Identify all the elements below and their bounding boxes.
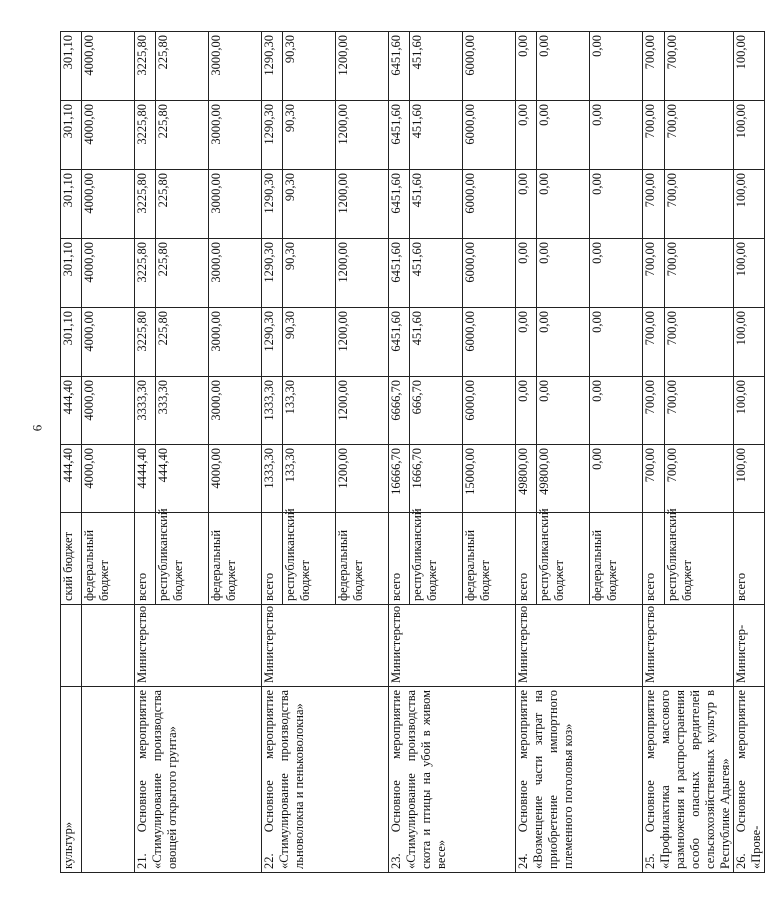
source-cell: федеральный бюджет [590,513,643,605]
value-cell: 451,60 [410,101,463,170]
value-cell: 6000,00 [463,239,516,308]
value-cell: 6451,60 [389,32,410,101]
source-cell: ский бюджет [61,513,82,605]
value-cell: 90,30 [283,101,336,170]
value-cell: 3225,80 [135,308,156,377]
program-cell: 25. Основное мероприятие «Профилактика массового размножения и распространения особо опасных вредителей сельскохозяйственных культур в Республике Адыгея» [643,687,734,873]
value-cell: 3000,00 [209,308,262,377]
value-cell: 700,00 [643,239,665,308]
value-cell: 0,00 [516,239,537,308]
source-cell: федеральный бюджет [463,513,516,605]
source-cell: федеральный бюджет [82,513,135,605]
value-cell: 666,70 [410,377,463,445]
value-cell: 4000,00 [82,32,135,101]
value-cell: 700,00 [643,445,665,513]
value-cell: 6666,70 [389,377,410,445]
value-cell: 6000,00 [463,32,516,101]
source-cell: республиканский бюджет [283,513,336,605]
value-cell: 1200,00 [336,101,389,170]
table-row [643,32,665,873]
value-cell: 700,00 [643,101,665,170]
table-row [734,32,765,873]
value-cell: 3225,80 [135,170,156,239]
source-cell: федеральный бюджет [209,513,262,605]
value-cell: 1333,30 [262,377,283,445]
source-cell: республиканский бюджет [156,513,209,605]
value-cell: 1200,00 [336,32,389,101]
value-cell: 4000,00 [82,170,135,239]
value-cell: 0,00 [537,170,590,239]
value-cell: 700,00 [664,32,733,101]
value-cell: 4000,00 [82,308,135,377]
value-cell: 4000,00 [82,101,135,170]
value-cell: 225,80 [156,101,209,170]
value-cell: 100,00 [734,377,765,445]
value-cell: 301,10 [61,170,82,239]
value-cell: 16666,70 [389,445,410,513]
program-cell: 23. Основное мероприятие «Стимулирование производства скота и птицы на убой в живом весе» [389,687,516,873]
value-cell: 0,00 [537,239,590,308]
value-cell: 6451,60 [389,101,410,170]
value-cell: 0,00 [590,308,643,377]
value-cell: 0,00 [516,377,537,445]
value-cell: 6000,00 [463,101,516,170]
value-cell: 6000,00 [463,170,516,239]
table-row [262,32,283,873]
value-cell: 700,00 [643,170,665,239]
executor-cell: Министерство [643,605,734,687]
value-cell: 700,00 [664,308,733,377]
value-cell: 6451,60 [389,308,410,377]
source-cell: всего [389,513,410,605]
value-cell: 1200,00 [336,308,389,377]
program-cell: 26. Основное мероприятие «Прове- [734,687,765,873]
source-cell: федеральный бюджет [336,513,389,605]
source-cell: всего [262,513,283,605]
value-cell: 0,00 [516,32,537,101]
value-cell: 1290,30 [262,32,283,101]
table-row [389,32,410,873]
program-cell: 22. Основное мероприятие «Стимулирование производства льноволокна и пеньковолокна» [262,687,389,873]
executor-cell: Министер- [734,605,765,687]
value-cell: 4000,00 [82,377,135,445]
value-cell: 700,00 [664,377,733,445]
value-cell: 1200,00 [336,445,389,513]
budget-table [60,31,765,873]
executor-cell [82,605,135,687]
value-cell: 0,00 [537,32,590,101]
value-cell: 444,40 [61,445,82,513]
table-row [82,32,135,873]
value-cell: 100,00 [734,308,765,377]
value-cell: 225,80 [156,170,209,239]
value-cell: 700,00 [643,32,665,101]
value-cell: 333,30 [156,377,209,445]
value-cell: 0,00 [537,377,590,445]
value-cell: 3000,00 [209,32,262,101]
source-cell: всего [135,513,156,605]
value-cell: 225,80 [156,308,209,377]
table-row [135,32,156,873]
value-cell: 15000,00 [463,445,516,513]
value-cell: 451,60 [410,32,463,101]
program-cell [82,687,135,873]
value-cell: 700,00 [664,239,733,308]
value-cell: 1290,30 [262,170,283,239]
value-cell: 1200,00 [336,377,389,445]
source-cell: всего [734,513,765,605]
source-cell: всего [643,513,665,605]
value-cell: 1666,70 [410,445,463,513]
table-row [516,32,537,873]
value-cell: 100,00 [734,170,765,239]
source-cell: республиканский бюджет [664,513,733,605]
program-cell: 24. Основное мероприятие «Возмещение части затрат на приобретение импортного племенного поголовья коз» [516,687,643,873]
value-cell: 0,00 [537,101,590,170]
value-cell: 3000,00 [209,377,262,445]
value-cell: 0,00 [590,170,643,239]
value-cell: 4000,00 [209,445,262,513]
value-cell: 3225,80 [135,101,156,170]
value-cell: 301,10 [61,101,82,170]
value-cell: 1290,30 [262,101,283,170]
value-cell: 90,30 [283,170,336,239]
value-cell: 0,00 [590,32,643,101]
value-cell: 100,00 [734,101,765,170]
executor-cell [61,605,82,687]
executor-cell: Министерство [262,605,389,687]
program-cell: 21. Основное мероприятие «Стимулирование производства овощей открытого грунта» [135,687,262,873]
value-cell: 6000,00 [463,308,516,377]
program-cell: культур» [61,687,82,873]
value-cell: 4444,40 [135,445,156,513]
value-cell: 700,00 [664,101,733,170]
value-cell: 90,30 [283,239,336,308]
rotated-page-content [60,32,763,873]
value-cell: 4000,00 [82,239,135,308]
value-cell: 0,00 [516,101,537,170]
value-cell: 0,00 [590,239,643,308]
value-cell: 301,10 [61,308,82,377]
value-cell: 6451,60 [389,239,410,308]
source-cell: всего [516,513,537,605]
value-cell: 133,30 [283,377,336,445]
value-cell: 301,10 [61,32,82,101]
executor-cell: Министерство [135,605,262,687]
value-cell: 3333,30 [135,377,156,445]
value-cell: 700,00 [664,170,733,239]
value-cell: 133,30 [283,445,336,513]
value-cell: 1200,00 [336,170,389,239]
value-cell: 0,00 [590,101,643,170]
value-cell: 90,30 [283,308,336,377]
source-cell: республиканский бюджет [410,513,463,605]
value-cell: 700,00 [643,308,665,377]
value-cell: 3225,80 [135,239,156,308]
value-cell: 700,00 [643,377,665,445]
value-cell: 225,80 [156,32,209,101]
value-cell: 1290,30 [262,308,283,377]
value-cell: 225,80 [156,239,209,308]
value-cell: 4000,00 [82,445,135,513]
value-cell: 3000,00 [209,239,262,308]
value-cell: 451,60 [410,239,463,308]
value-cell: 3225,80 [135,32,156,101]
value-cell: 444,40 [61,377,82,445]
executor-cell: Министерство [516,605,643,687]
value-cell: 700,00 [664,445,733,513]
value-cell: 100,00 [734,239,765,308]
value-cell: 0,00 [537,308,590,377]
value-cell: 49800,00 [537,445,590,513]
source-cell: республиканский бюджет [537,513,590,605]
table-row [61,32,82,873]
value-cell: 301,10 [61,239,82,308]
value-cell: 49800,00 [516,445,537,513]
page-number: 6 [29,424,45,432]
value-cell: 0,00 [590,445,643,513]
executor-cell: Министерство [389,605,516,687]
value-cell: 100,00 [734,445,765,513]
value-cell: 0,00 [590,377,643,445]
value-cell: 1290,30 [262,239,283,308]
value-cell: 451,60 [410,170,463,239]
value-cell: 90,30 [283,32,336,101]
value-cell: 0,00 [516,170,537,239]
value-cell: 6451,60 [389,170,410,239]
value-cell: 444,40 [156,445,209,513]
value-cell: 1200,00 [336,239,389,308]
value-cell: 0,00 [516,308,537,377]
value-cell: 6000,00 [463,377,516,445]
value-cell: 3000,00 [209,101,262,170]
value-cell: 3000,00 [209,170,262,239]
value-cell: 451,60 [410,308,463,377]
value-cell: 1333,30 [262,445,283,513]
value-cell: 100,00 [734,32,765,101]
